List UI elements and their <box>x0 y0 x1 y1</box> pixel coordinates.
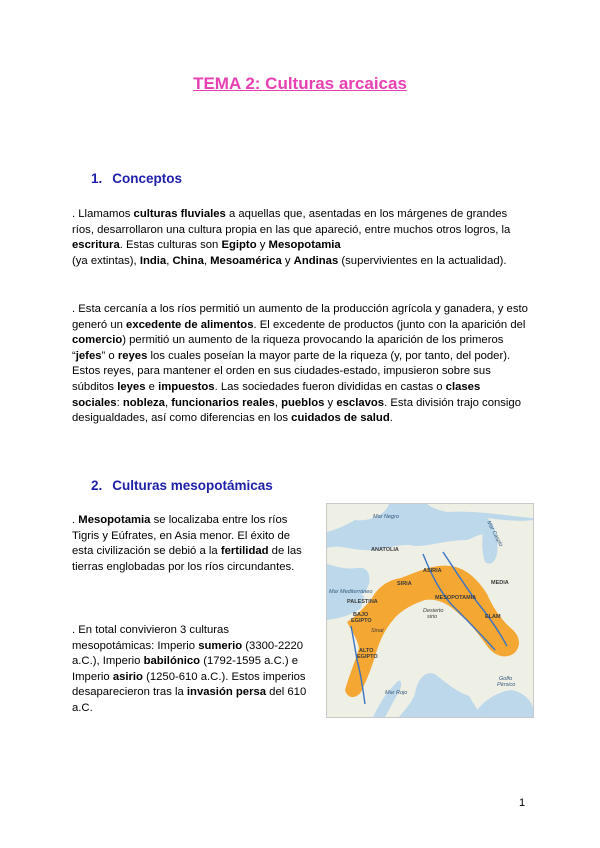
text-run: a aquellas que, asentadas en los márgenes de grandes ríos, desarrollaron una cultura propia en las que apareció, entre muchos otros logros, la <box>72 208 511 236</box>
page-title: TEMA 2: Culturas arcaicas <box>193 74 407 93</box>
bold-term: clases sociales <box>72 380 481 409</box>
map-label-asiria: ASIRIA <box>423 568 442 574</box>
text-run: , <box>164 396 172 409</box>
section-number: 1. <box>91 171 103 186</box>
bold-term: fertilidad <box>220 545 269 558</box>
bold-term: esclavos <box>336 396 385 409</box>
text-run: . Llamamos <box>72 208 134 220</box>
text-run: (supervivientes en la actualidad). <box>338 254 507 267</box>
paragraph-culturas-fluviales <box>72 207 528 269</box>
text-run: , <box>166 254 173 267</box>
map-label-sinai: Sinaí <box>371 628 384 634</box>
bold-term: Mesopotamia <box>78 514 151 526</box>
text-run: (1792-1595 a.C.) e Imperio <box>72 655 299 683</box>
text-run: . <box>72 514 79 526</box>
map-label-elam: ELAM <box>485 614 501 620</box>
map-label-mesopotamia: MESOPOTAMIA <box>435 595 477 601</box>
bold-term: excedente de alimentos <box>126 318 254 331</box>
text-run: ” o <box>101 349 118 362</box>
bold-term: China <box>172 254 204 267</box>
map-label-persico: Pérsico <box>497 682 516 688</box>
section-title: Culturas mesopotámicas <box>112 478 273 493</box>
bold-term: Egipto <box>221 239 257 252</box>
map-svg <box>327 504 533 717</box>
text-run: de las tierras englobadas por los ríos circundantes. <box>72 545 302 573</box>
text-run: : <box>116 396 123 409</box>
text-run: . En total convivieron 3 culturas mesopotámicas: Imperio <box>72 624 229 652</box>
section-number: 2. <box>91 478 103 493</box>
map-label-anatolia: ANATOLIA <box>371 547 399 553</box>
bold-term: culturas fluviales <box>133 208 226 220</box>
map-label-mar-rojo: Mar Rojo <box>385 690 408 696</box>
section-title: Conceptos <box>112 171 183 186</box>
text-run: . Esta división trajo consigo desigualdades, así como diferencias en los <box>72 396 521 425</box>
map-label-palestina: PALESTINA <box>347 599 378 605</box>
map-label-mar-caspio: Mar Caspio <box>485 520 504 548</box>
text-run: e <box>145 380 159 393</box>
text-run: , <box>274 396 282 409</box>
paragraph-mesopotamia <box>72 513 312 575</box>
text-run: . Esta cercanía a los ríos permitió un aumento de la producción agrícola y ganadera, y esto generó un <box>72 303 528 331</box>
text-run: . Las sociedades fueron divididas en castas o <box>214 380 446 393</box>
map-label-golfo: Golfo <box>499 676 513 682</box>
text-run: los cuales poseían la mayor parte de la riqueza (y, por tanto, del poder). <box>147 349 511 362</box>
text-run: . <box>389 412 393 425</box>
map-label-egipto-bajo: EGIPTO <box>351 618 372 624</box>
text-run: (3300-2220 a.C.), Imperio <box>72 639 304 668</box>
text-run: y <box>256 239 269 252</box>
text-run: (ya extintas), <box>72 254 140 267</box>
bold-term: invasión persa <box>186 686 267 699</box>
map-label-sirio: sirio <box>427 614 438 620</box>
mesopotamia-map <box>326 503 534 718</box>
bold-term: babilónico <box>143 655 201 668</box>
text-run: . El excedente de productos (junto con la aparición del <box>253 318 526 331</box>
bold-term: leyes <box>117 380 146 393</box>
bold-term: Mesoamérica <box>210 254 282 267</box>
text-run: (1250-610 a.C.). Estos imperios desaparecieron tras la <box>72 670 306 699</box>
text-run: se localizaba entre los ríos Tigris y Eúfrates, en Asia menor. El éxito de esta civilización se debió a la <box>72 514 291 558</box>
map-label-mar-negro: Mar Negro <box>373 514 399 520</box>
paragraph-imperios <box>72 623 312 717</box>
page-number: 1 <box>519 797 526 809</box>
text-run: . Estas culturas son <box>119 239 222 252</box>
text-run: Estos reyes, para mantener el orden en sus ciudades-estado, impusieron sobre sus súbditos <box>72 365 491 393</box>
text-run: y <box>281 254 294 267</box>
text-run: y <box>324 396 337 409</box>
map-label-egipto-alto: EGIPTO <box>357 654 378 660</box>
bold-term: cuidados de salud <box>291 412 390 425</box>
bold-term: sumerio <box>198 639 243 652</box>
paragraph-excedente <box>72 302 528 427</box>
bold-term: impuestos <box>158 380 215 393</box>
text-run: , <box>203 254 211 267</box>
bold-term: Mesopotamia <box>268 239 341 252</box>
bold-term: Andinas <box>293 254 339 267</box>
text-run: del 610 a.C. <box>72 686 307 714</box>
map-label-alto: ALTO <box>359 648 374 654</box>
bold-term: nobleza <box>122 396 165 409</box>
map-label-mar-mediterraneo: Mar Mediterráneo <box>329 589 373 595</box>
text-run: ) permitió un aumento de la riqueza provocando la aparición de los primeros “ <box>72 334 504 362</box>
bold-term: asirio <box>112 670 143 683</box>
map-label-desierto: Desierto <box>423 608 444 614</box>
bold-term: jefes <box>75 349 102 362</box>
map-label-bajo: BAJO <box>353 612 369 618</box>
bold-term: pueblos <box>281 396 325 409</box>
bold-term: India <box>139 254 167 267</box>
map-label-siria: SIRIA <box>397 581 412 587</box>
section-heading-mesopotamicas <box>91 478 273 493</box>
map-label-media: MEDIA <box>491 580 509 586</box>
bold-term: escritura <box>72 239 120 252</box>
bold-term: funcionarios reales <box>171 396 275 409</box>
bold-term: comercio <box>72 334 123 347</box>
bold-term: reyes <box>117 349 148 362</box>
section-heading-conceptos <box>91 171 182 186</box>
